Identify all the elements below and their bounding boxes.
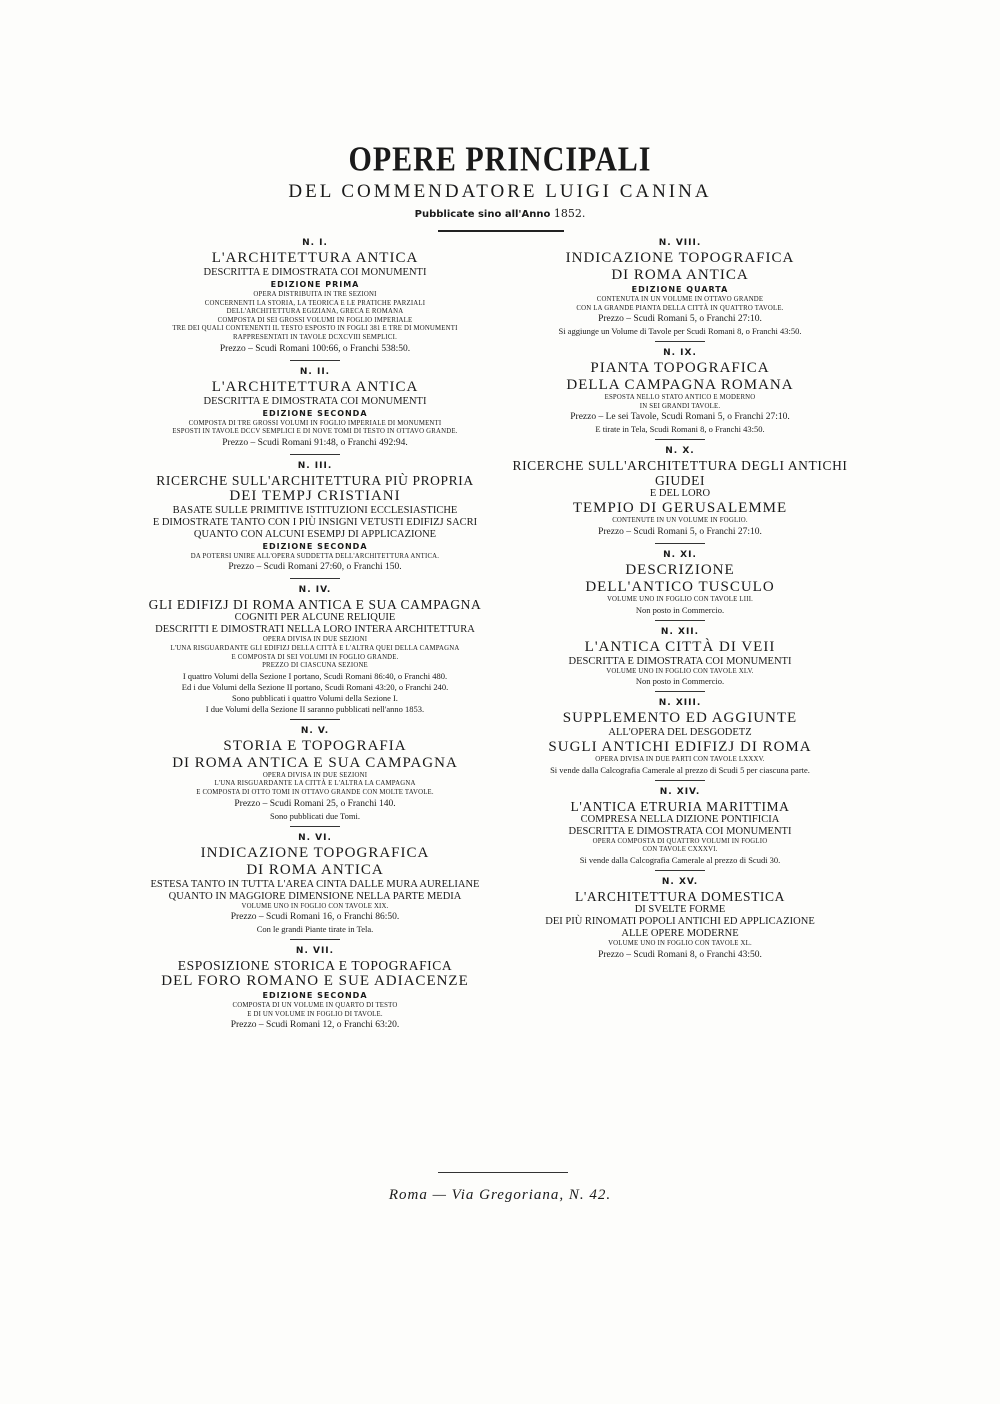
work-subtitle: COMPRESA NELLA DIZIONE PONTIFICIA xyxy=(580,813,780,825)
work-subtitle: DESCRITTI E DIMOSTRATI NELLA LORO INTERA ARCHITETTURA xyxy=(155,624,475,636)
price-line: Prezzo – Le sei Tavole, Scudi Romani 5, o Franchi 27:10. xyxy=(570,412,790,423)
entry-separator xyxy=(290,360,340,361)
price-line: Prezzo – Scudi Romani 8, o Franchi 43:50. xyxy=(598,949,762,960)
description-line: IN SEI GRANDI TAVOLE. xyxy=(639,402,721,410)
work-title: L'ARCHITETTURA ANTICA xyxy=(211,250,419,266)
description-line: E COMPOSTA DI OTTO TOMI IN OTTAVO GRANDE CON MOLTE TAVOLE. xyxy=(196,788,434,796)
work-title-cont: SUGLI ANTICHI EDIFIZJ DI ROMA xyxy=(548,739,812,756)
work-title-cont: DELL'ANTICO TUSCULO xyxy=(585,578,775,595)
price-line: Prezzo – Scudi Romani 16, o Franchi 86:50. xyxy=(230,912,400,923)
entry-separator xyxy=(655,780,705,781)
work-number: N. I. xyxy=(302,238,328,248)
description-line: L'UNA RISGUARDANTE GLI EDIFIZJ DELLA CITTÀ E L'ALTRA QUEI DELLA CAMPAGNA xyxy=(170,644,460,652)
work-title-cont: DI ROMA ANTICA xyxy=(611,267,749,283)
description-line: COMPOSTA DI TRE GROSSI VOLUMI IN FOGLIO IMPERIALE DI MONUMENTI xyxy=(188,419,442,427)
description-line: OPERA DIVISA IN DUE PARTI CON TAVOLE LXXXV. xyxy=(595,756,765,764)
price-line: Prezzo – Scudi Romani 91:48, o Franchi 492:94. xyxy=(222,437,408,448)
edition-label: EDIZIONE QUARTA xyxy=(631,285,729,294)
edition-label: EDIZIONE SECONDA xyxy=(262,991,368,1001)
description-line: L'UNA RISGUARDANTE LA CITTÀ E L'ALTRA LA CAMPAGNA xyxy=(214,780,416,788)
work-entry xyxy=(125,585,505,719)
description-line: E COMPOSTA DI SEI VOLUMI IN FOGLIO GRANDE. xyxy=(231,653,399,661)
work-subtitle: DESCRITTA E DIMOSTRATA COI MONUMENTI xyxy=(568,655,792,667)
entry-separator xyxy=(290,454,340,455)
price-line: Prezzo – Scudi Romani 5, o Franchi 27:10. xyxy=(598,314,762,325)
price-line: Prezzo – Scudi Romani 100:66, o Franchi 538:50. xyxy=(219,343,411,354)
work-number: N. VII. xyxy=(295,946,335,957)
title-rule xyxy=(438,230,564,232)
description-line: OPERA COMPOSTA DI QUATTRO VOLUMI IN FOGLIO xyxy=(592,837,768,845)
description-line: VOLUME UNO IN FOGLIO CON TAVOLE XLV. xyxy=(606,667,754,675)
work-number: N. X. xyxy=(665,446,695,457)
description-line: OPERA DIVISA IN DUE SEZIONI xyxy=(262,771,368,779)
description-line: CONTENUTA IN UN VOLUME IN OTTAVO GRANDE xyxy=(596,296,764,303)
work-subtitle: E DEL LORO xyxy=(649,488,711,500)
note-line: Sono pubblicati i quattro Volumi della Sezione I. xyxy=(232,692,398,703)
entry-separator xyxy=(655,439,705,440)
work-number: N. IV. xyxy=(298,585,332,596)
work-entry xyxy=(490,348,870,440)
description-line: OPERA DISTRIBUITA IN TRE SEZIONI xyxy=(253,291,377,298)
work-title: SUPPLEMENTO ED AGGIUNTE xyxy=(562,710,798,727)
description-line: OPERA DIVISA IN DUE SEZIONI xyxy=(262,636,368,644)
description-line: ESPOSTA NELLO STATO ANTICO E MODERNO xyxy=(604,394,756,402)
work-title: INDICAZIONE TOPOGRAFICA xyxy=(200,844,430,861)
work-number: N. XV. xyxy=(661,876,699,887)
description-line: CONTENUTE IN UN VOLUME IN FOGLIO. xyxy=(612,517,748,525)
work-entry xyxy=(125,367,505,455)
work-subtitle: ESTESA TANTO IN TUTTA L'AREA CINTA DALLE MURA AURELIANE xyxy=(150,878,480,890)
note-line: E tirate in Tela, Scudi Romani 8, o Franchi 43:50. xyxy=(595,424,765,435)
description-line: VOLUME UNO IN FOGLIO CON TAVOLE XIX. xyxy=(241,902,389,910)
note-line: Non posto in Commercio. xyxy=(635,604,725,615)
work-subtitle: ALLE OPERE MODERNE xyxy=(621,927,739,939)
work-title-cont: DEI TEMPJ CRISTIANI xyxy=(229,487,401,504)
description-line: E DI UN VOLUME IN FOGLIO DI TAVOLE. xyxy=(247,1010,383,1018)
work-subtitle: QUANTO CON ALCUNI ESEMPJ DI APPLICAZIONE xyxy=(193,528,437,540)
note-line: Con le grandi Piante tirate in Tela. xyxy=(256,924,374,935)
description-line: DA POTERSI UNIRE ALL'OPERA SUDDETTA DELL'ARCHITETTURA ANTICA. xyxy=(190,552,440,560)
description-line: VOLUME UNO IN FOGLIO CON TAVOLE LIII. xyxy=(606,595,754,603)
footer-rule xyxy=(438,1172,568,1173)
work-entry xyxy=(490,238,870,342)
entry-separator xyxy=(655,691,705,692)
note-line: Si aggiunge un Volume di Tavole per Scudi Romani 8, o Franchi 43:50. xyxy=(558,326,802,337)
work-title-cont: DI ROMA ANTICA xyxy=(246,861,384,878)
description-line: TRE DEI QUALI CONTENENTI IL TESTO ESPOSTO IN FOGLI 381 E TRE DI MONUMENTI xyxy=(172,325,458,333)
work-title-cont: DELLA CAMPAGNA ROMANA xyxy=(566,377,794,394)
note-line: Si vende dalla Calcografia Camerale al prezzo di Scudi 5 per ciascuna parte. xyxy=(550,764,810,775)
entry-separator xyxy=(290,939,340,940)
right-column xyxy=(490,238,870,968)
entry-separator xyxy=(290,719,340,720)
entry-separator xyxy=(290,826,340,827)
work-entry xyxy=(125,238,505,361)
work-subtitle: ALL'OPERA DEL DESGODETZ xyxy=(608,727,752,739)
work-entry xyxy=(125,946,505,1032)
work-entry xyxy=(490,446,870,544)
entry-separator xyxy=(655,543,705,544)
work-title: RICERCHE SULL'ARCHITETTURA DEGLI ANTICHI GIUDEI xyxy=(512,458,848,489)
work-title: PIANTA TOPOGRAFICA xyxy=(590,360,770,377)
work-number: N. XIII. xyxy=(658,698,702,709)
publication-line xyxy=(0,207,1000,220)
work-subtitle: QUANTO IN MAGGIORE DIMENSIONE NELLA PARTE MEDIA xyxy=(168,890,462,902)
note-line: Si vende dalla Calcografia Camerale al prezzo di Scudi 30. xyxy=(579,854,781,865)
work-entry xyxy=(490,877,870,962)
work-number: N. XI. xyxy=(663,549,697,560)
note-line: I quattro Volumi della Sezione I portano, Scudi Romani 86:40, o Franchi 480. xyxy=(182,670,448,681)
edition-label: EDIZIONE SECONDA xyxy=(262,541,368,551)
price-line: Prezzo – Scudi Romani 12, o Franchi 63:20. xyxy=(230,1020,400,1031)
price-line: Prezzo – Scudi Romani 27:60, o Franchi 150. xyxy=(228,562,402,573)
work-number: N. II. xyxy=(299,366,331,377)
entry-separator xyxy=(655,620,705,621)
note-line: Ed i due Volumi della Sezione II portano, Scudi Romani 43:20, o Franchi 240. xyxy=(181,681,449,692)
work-title: GLI EDIFIZJ DI ROMA ANTICA E SUA CAMPAGNA xyxy=(148,597,482,613)
note-line: Sono pubblicati due Tomi. xyxy=(270,810,360,821)
work-title-cont: DI ROMA ANTICA E SUA CAMPAGNA xyxy=(172,754,458,771)
work-number: N. VIII. xyxy=(658,238,702,248)
description-line: PREZZO DI CIASCUNA SEZIONE xyxy=(262,662,368,670)
work-entry xyxy=(490,627,870,693)
work-subtitle: DESCRITTA E DIMOSTRATA COI MONUMENTI xyxy=(203,267,427,278)
work-subtitle: BASATE SULLE PRIMITIVE ISTITUZIONI ECCLESIASTICHE xyxy=(172,504,458,516)
entry-separator xyxy=(290,578,340,579)
work-subtitle: DESCRITTA E DIMOSTRATA COI MONUMENTI xyxy=(203,395,427,407)
note-line: Non posto in Commercio. xyxy=(635,676,725,687)
description-line: CONCERNENTI LA STORIA, LA TEORICA E LE PRATICHE PARZIALI xyxy=(204,299,426,307)
work-entry xyxy=(490,550,870,621)
description-line: ESPOSTI IN TAVOLE DCCV SEMPLICI E DI NOVE TOMI DI TESTO IN OTTAVO GRANDE. xyxy=(172,428,458,436)
description-line: DELL'ARCHITETTURA EGIZIANA, GRECA E ROMANA xyxy=(226,308,404,316)
description-line: CON LA GRANDE PIANTA DELLA CITTÀ IN QUATTRO TAVOLE. xyxy=(576,304,784,312)
work-title: ESPOSIZIONE STORICA E TOPOGRAFICA xyxy=(177,958,453,974)
description-line: COMPOSTA DI UN VOLUME IN QUARTO DI TESTO xyxy=(232,1002,398,1010)
work-number: N. VI. xyxy=(298,832,332,843)
left-column xyxy=(125,238,505,1038)
edition-label: EDIZIONE SECONDA xyxy=(262,408,368,418)
published-year: 1852. xyxy=(553,207,586,220)
price-line: Prezzo – Scudi Romani 5, o Franchi 27:10. xyxy=(598,526,762,537)
price-line: Prezzo – Scudi Romani 25, o Franchi 140. xyxy=(234,798,396,809)
work-entry xyxy=(490,787,870,871)
work-title: L'ANTICA CITTÀ DI VEII xyxy=(584,638,776,655)
work-number: N. III. xyxy=(297,460,333,471)
note-line: I due Volumi della Sezione II saranno pubblicati nell'anno 1853. xyxy=(205,703,425,714)
edition-label: EDIZIONE PRIMA xyxy=(270,280,360,289)
work-title: DESCRIZIONE xyxy=(625,561,735,578)
description-line: VOLUME UNO IN FOGLIO CON TAVOLE XL. xyxy=(608,939,752,947)
work-title: L'ARCHITETTURA DOMESTICA xyxy=(575,888,785,904)
description-line: CON TAVOLE CXXXVI. xyxy=(642,846,718,854)
work-number: N. XIV. xyxy=(659,786,701,797)
entry-separator xyxy=(655,341,705,342)
page-subtitle: DEL COMMENDATORE LUIGI CANINA xyxy=(288,181,712,202)
page-title: OPERE PRINCIPALI xyxy=(348,140,652,179)
work-subtitle: DESCRITTA E DIMOSTRATA COI MONUMENTI xyxy=(568,825,792,837)
work-title: L'ARCHITETTURA ANTICA xyxy=(211,378,419,395)
work-title: RICERCHE SULL'ARCHITETTURA PIÙ PROPRIA xyxy=(156,472,474,488)
work-subtitle: DI SVELTE FORME xyxy=(634,903,726,915)
work-number: N. V. xyxy=(300,725,330,736)
work-number: N. IX. xyxy=(663,348,697,359)
work-entry xyxy=(125,461,505,580)
work-entry xyxy=(125,726,505,827)
work-entry xyxy=(490,698,870,781)
work-number: N. XII. xyxy=(660,626,700,637)
entry-separator xyxy=(655,870,705,871)
work-title: STORIA E TOPOGRAFIA xyxy=(223,737,407,754)
published-label: Pubblicate sino all'Anno xyxy=(414,209,551,220)
work-subtitle: DEI PIÙ RINOMATI POPOLI ANTICHI ED APPLICAZIONE xyxy=(545,915,815,927)
work-subtitle: COGNITI PER ALCUNE RELIQUIE xyxy=(234,612,396,624)
work-title: INDICAZIONE TOPOGRAFICA xyxy=(565,250,795,266)
work-entry xyxy=(125,833,505,941)
work-title-cont: DEL FORO ROMANO E SUE ADIACENZE xyxy=(161,973,469,990)
description-line: RAPPRESENTATI IN TAVOLE DCXCVIII SEMPLICI. xyxy=(233,333,397,341)
work-title: L'ANTICA ETRURIA MARITTIMA xyxy=(570,798,790,814)
address-footer: Roma — Via Gregoriana, N. 42. xyxy=(388,1187,612,1203)
work-title-cont: TEMPIO DI GERUSALEMME xyxy=(572,500,788,517)
work-subtitle: E DIMOSTRATE TANTO CON I PIÙ INSIGNI VETUSTI EDIFIZJ SACRI xyxy=(152,516,478,528)
description-line: COMPOSTA DI SEI GROSSI VOLUMI IN FOGLIO IMPERIALE xyxy=(217,316,413,324)
